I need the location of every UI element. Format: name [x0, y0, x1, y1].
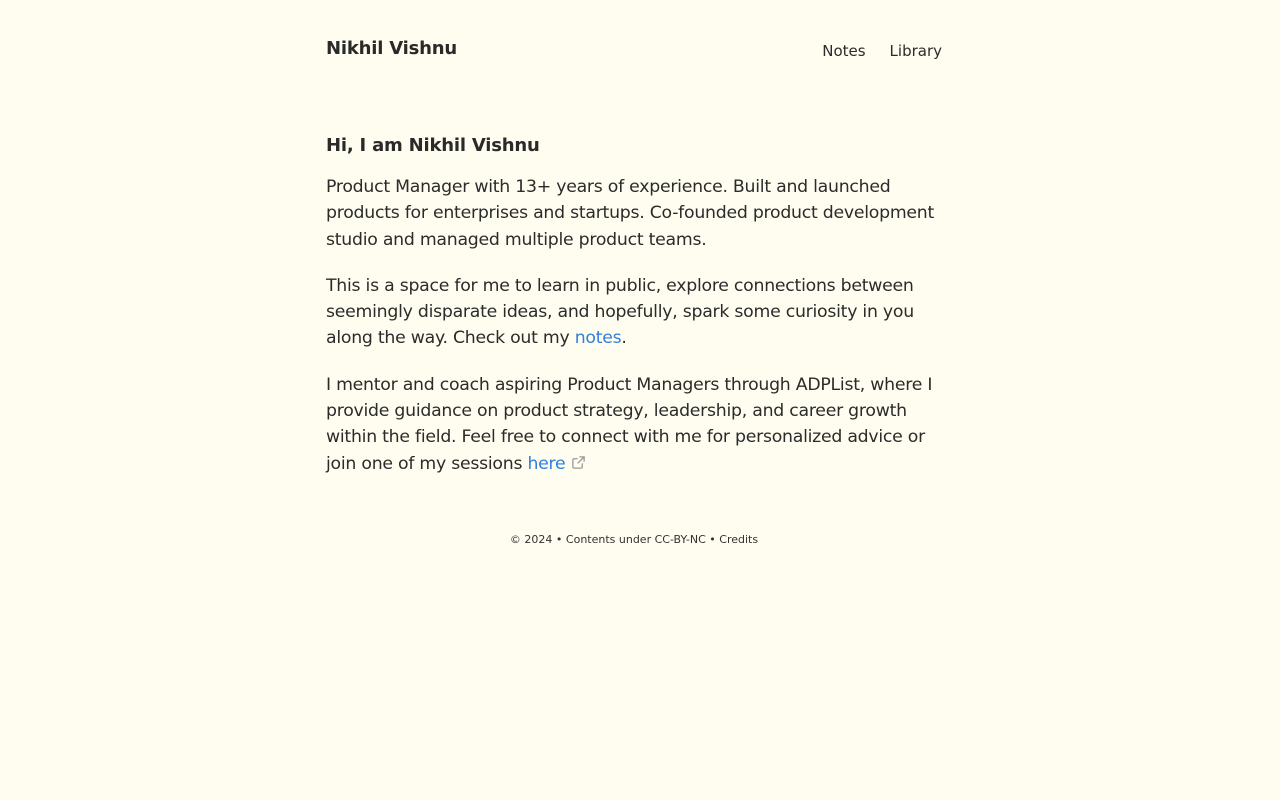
site-title-link[interactable]: Nikhil Vishnu — [326, 38, 457, 59]
intro-paragraph-learning-text: This is a space for me to learn in public, explore connections between seemingly disparate ideas, and hopefully, spark some curiosity in you along the way. Check out my — [326, 275, 914, 349]
intro-paragraph-mentoring — [326, 372, 942, 477]
nav-item-notes[interactable]: Notes — [822, 42, 866, 60]
intro-paragraph-experience: Product Manager with 13+ years of experience. Built and launched products for enterprises and startups. Co-founded product development studio and managed multiple product teams. — [326, 177, 935, 250]
adplist-sessions-link[interactable] — [527, 454, 586, 474]
adplist-sessions-link-label: here — [527, 453, 566, 474]
site-header — [326, 0, 942, 104]
site-nav — [822, 42, 942, 60]
main-content — [326, 104, 942, 477]
footer-credits-link[interactable]: Credits — [719, 532, 759, 546]
intro-paragraph-mentoring-text: I mentor and coach aspiring Product Managers through ADPList, where I provide guidance on product strategy, leadership, and career growth within the field. Feel free to connect with me for personalized advice or join one of my sessions — [326, 374, 933, 474]
notes-link[interactable]: notes — [574, 328, 622, 349]
intro-heading: Hi, I am Nikhil Vishnu — [326, 135, 540, 156]
site-footer — [326, 533, 942, 546]
nav-item-library[interactable]: Library — [889, 42, 942, 60]
footer-copyright: © 2024 — [509, 532, 553, 546]
footer-separator: • — [552, 532, 566, 546]
footer-license-link[interactable]: Contents under CC-BY-NC — [565, 532, 706, 546]
page — [326, 0, 942, 546]
external-link-icon — [571, 455, 586, 470]
intro-paragraph-learning-suffix: . — [621, 328, 627, 349]
intro-paragraph-learning — [326, 273, 942, 352]
footer-separator: • — [705, 532, 720, 546]
